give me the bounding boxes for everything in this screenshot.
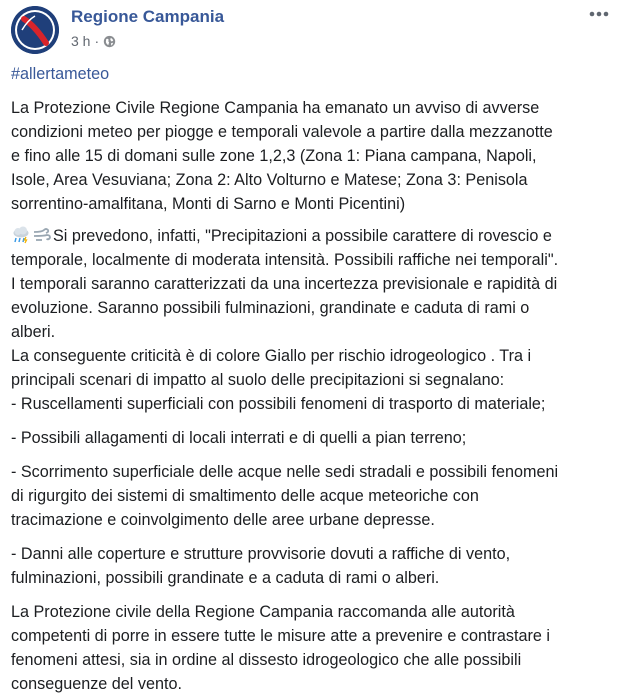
text-line: fenomeni attesi, sia in ordine al dissesto idrogeologico che alle possibili <box>11 651 522 669</box>
text-line: evoluzione. Saranno possibili fulminazioni, grandinate e caduta di rami o <box>11 299 530 317</box>
text-line: conseguenze del vento. <box>11 675 182 693</box>
text-line: principali scenari di impatto al suolo delle precipitazioni si segnalano: <box>11 371 505 389</box>
text-line: La Protezione civile della Regione Campania raccomanda alle autorità <box>11 603 515 621</box>
text-line: - Scorrimento superficiale delle acque nelle sedi stradali e possibili fenomeni <box>11 463 559 481</box>
post-timestamp[interactable]: 3 h <box>71 33 91 49</box>
text-line: La Protezione Civile Regione Campania ha emanato un avviso di avverse <box>11 99 540 117</box>
text-line: sorrentino-amalfitana, Monti di Sarno e Monti Picentini) <box>11 195 406 213</box>
text-line: alberi. <box>11 323 56 341</box>
text-line: di rigurgito dei sistemi di smaltimento delle acque meteoriche con <box>11 487 479 505</box>
text-line: I temporali saranno caratterizzati da una incertezza previsionale e rapidità di <box>11 275 558 293</box>
post-body <box>11 62 611 696</box>
page-name-link[interactable]: Regione Campania <box>71 7 225 26</box>
text-line: competenti di porre in essere tutte le misure atte a prevenire e contrastare i <box>11 627 550 645</box>
hashtag-link[interactable]: #allertameteo <box>11 65 110 83</box>
text-line: e fino alle 15 di domani sulle zone 1,2,3 (Zona 1: Piana campana, Napoli, <box>11 147 537 165</box>
text-line: - Danni alle coperture e strutture provvisorie dovuti a raffiche di vento, <box>11 545 511 563</box>
text-line: La conseguente criticità è di colore Giallo per rischio idrogeologico . Tra i <box>11 347 532 365</box>
text-line: temporale, localmente di moderata intensità. Possibili raffiche nei temporali". <box>11 251 559 269</box>
region-logo-icon <box>11 6 59 54</box>
page-avatar[interactable] <box>11 6 59 54</box>
text-line: tracimazione e coinvolgimento delle aree urbane depresse. <box>11 511 435 529</box>
cloud-with-rain-icon <box>11 226 31 244</box>
text-line: - Possibili allagamenti di locali interrati e di quelli a pian terreno; <box>11 429 467 447</box>
post-header <box>0 0 617 60</box>
wind-icon <box>32 226 52 244</box>
text-line: Isole, Area Vesuviana; Zona 2: Alto Volturno e Matese; Zona 3: Penisola <box>11 171 528 189</box>
text-line: - Ruscellamenti superficiali con possibili fenomeni di trasporto di materiale; <box>11 395 546 413</box>
text-line: condizioni meteo per piogge e temporali valevole a partire dalla mezzanotte <box>11 123 553 141</box>
globe-icon[interactable] <box>103 35 116 48</box>
text-span: Si prevedono, infatti, "Precipitazioni a possibile carattere di rovescio e <box>53 227 552 245</box>
meta-separator: · <box>94 33 100 49</box>
post-meta <box>71 32 116 50</box>
more-options-icon[interactable] <box>584 6 614 22</box>
text-line <box>11 224 611 248</box>
text-line: fulminazioni, possibili grandinate e a caduta di rami o alberi. <box>11 569 440 587</box>
